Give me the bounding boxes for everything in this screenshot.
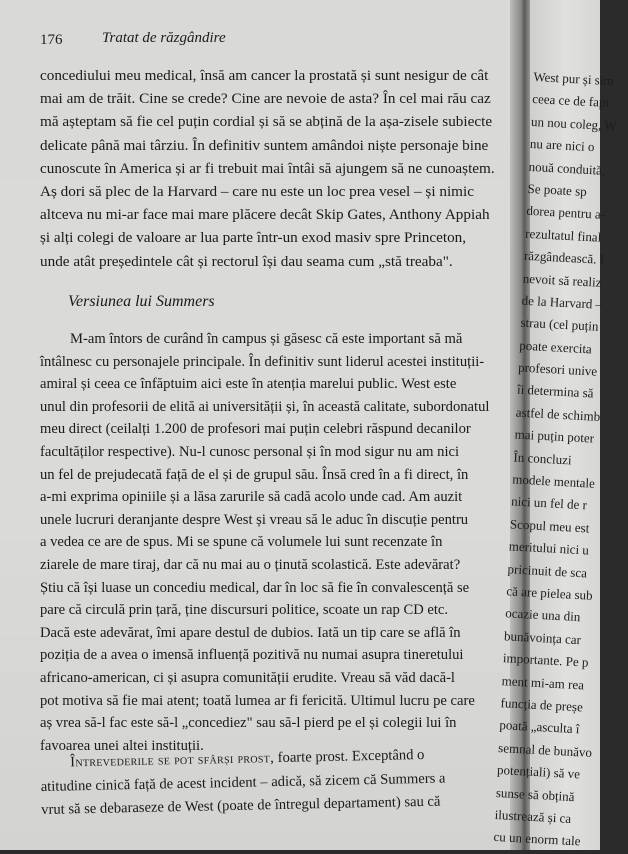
- text-line: a vedea ce are de spus. Mi se spune că volumele lui sunt recenzate în: [40, 534, 443, 551]
- text-line: delicate până mai târziu. În definitiv suntem amândoi niște personaje bine: [40, 136, 489, 154]
- text-line: Dacă este adevărat, îmi apare destul de dubios. Iată un tip care se află în: [40, 624, 461, 641]
- text-line: facultăților respective). Nu-l cunosc personal și în mod sigur nu am nici: [40, 443, 460, 460]
- text-line: vrut să se debaraseze de West (poate de întregul departament) sau că: [41, 793, 441, 818]
- text-line: unele lucruri deranjante despre West și vreau să le aduc în discuție pentru: [40, 511, 469, 528]
- right-page-line: dorea pentru a-: [526, 203, 606, 223]
- right-page-line: potențiali) să ve: [496, 762, 581, 782]
- page-number: 176: [40, 32, 63, 48]
- right-page-line: poate exercita: [518, 337, 593, 357]
- text-line: un fel de prejudecată față de el și de grupul său. Însă cred în a fi direct, în: [40, 466, 469, 483]
- right-page-line: de la Harvard –: [521, 292, 603, 312]
- right-page-line: bunăvoința car: [503, 627, 582, 647]
- right-page-line: mai puțin poter: [514, 426, 595, 446]
- right-page-line: îi determina să: [516, 382, 594, 402]
- text-line: atitudine cinică față de acest incident – adică, să zicem că Summers a: [40, 770, 446, 795]
- text-line: a-mi exprima opiniile și a lăsa zarurile să cadă acolo unde cad. Am auzit: [40, 489, 463, 506]
- right-page-line: un nou coleg, W: [530, 113, 618, 134]
- text-line: meu direct (ceilalți 1.200 de profesori mai puțin celebri răspund decanilor: [40, 421, 471, 438]
- right-page-line: pricinuit de sca: [507, 560, 588, 581]
- text-line: concediului meu medical, însă am cancer la prostată și sunt nesigur de cât: [40, 67, 489, 84]
- text-line: cunoscute în America și ar fi trebuit mai întâi să ajungem să ne cunoaștem.: [40, 159, 495, 177]
- right-page-line: Se poate sp: [527, 180, 588, 199]
- text-line: altceva nu mi-ar face mai mare plăcere decât Skip Gates, Anthony Appiah: [40, 206, 490, 224]
- right-page-line: nici un fel de r: [510, 493, 588, 513]
- right-page-line: meritului nici u: [508, 538, 590, 558]
- text-line: M-am întors de curând în campus și găsesc că este important să mă: [70, 331, 463, 347]
- right-page-line: semnal de bunăvo: [497, 739, 593, 760]
- text-line: Aș dori să plec de la Harvard – care nu este un loc prea vesel – și nimic: [40, 182, 474, 200]
- text-line: mai am de trăit. Cine se crede? Cine are nevoie de asta? În cel mai rău caz: [40, 90, 491, 108]
- page-header: [40, 30, 500, 54]
- right-page-line: ceea ce de fapt: [531, 91, 610, 111]
- text-line: pare că circulă prin țară, ține discursuri politice, scoate un rap CD etc.: [40, 602, 449, 619]
- right-page-line: ilustrează și ca: [494, 806, 572, 826]
- right-page-line: nouă conduită,: [528, 158, 606, 178]
- running-title: Tratat de răzgândire: [102, 30, 226, 46]
- text-line: aș vrea să-l fac este să-l „concediez" sau să-l pierd pe el și colegii lui în: [40, 715, 457, 732]
- right-page-line: ment mi-am rea: [501, 672, 585, 693]
- right-page-line: nevoit să realiz: [522, 270, 602, 290]
- right-page-line: că are pielea sub: [506, 583, 594, 603]
- right-page-line: poată „asculta î: [499, 717, 580, 737]
- right-page-line: strau (cel puțin: [520, 314, 599, 335]
- section-heading: Versiunea lui Summers: [68, 293, 215, 310]
- right-page-line: răzgândească. I: [523, 247, 605, 268]
- text-line: favoarea unei altei instituții.: [40, 737, 204, 754]
- right-page-line: cu un enorm tale: [493, 829, 581, 849]
- paragraph-1: [40, 64, 508, 273]
- right-page-line: sunse să obțină: [495, 784, 575, 804]
- text-line: întâlnesc cu personajele principale. În definitiv sunt liderul acestei instituții-: [40, 353, 485, 370]
- paragraph-2: [40, 328, 508, 757]
- text-line: amiral și ceea ce înfăptuim aici este în atenția marelui public. West este: [40, 376, 457, 393]
- text-line: mă așteptam să fie cel puțin cordial și să se abțină de la așa-zisele subiecte: [40, 113, 493, 131]
- right-page-line: profesori unive: [517, 359, 598, 379]
- right-page-line: nu are nici o: [529, 136, 595, 155]
- text-line: unde atât președintele cât și rectorul își dau seama cum „stă treaba".: [40, 252, 453, 270]
- right-page-line: În concluzi: [513, 449, 572, 468]
- right-page-line: funcția de preșe: [500, 695, 584, 715]
- right-page-line: West pur și sim: [533, 68, 614, 89]
- right-page-line: rezultatul final: [524, 225, 602, 245]
- lead-in: Întrevederile se pot sfârși prost,: [70, 750, 275, 771]
- text-line: africano-american, ci și asupra comunității erudite. Vreau să văd dacă-l: [40, 669, 455, 686]
- text-line: Știu că își luase un concediu medical, dar în loc să fie în convalescență se: [40, 579, 470, 596]
- text-line: pot motiva să fie mai atent; toată lumea ar fi fericită. Ultimul lucru pe care: [40, 692, 475, 709]
- text-fragment: foarte prost. Exceptând o: [273, 746, 425, 767]
- text-line: ziarele de mare tiraj, dar că nu mai au o ținută scolastică. Este adevărat?: [40, 556, 461, 573]
- paragraph-3: [40, 742, 509, 822]
- right-page-line: importante. Pe p: [502, 650, 589, 670]
- text-line: unul din profesorii de elită ai universității și, în această calitate, subordonatul: [40, 398, 490, 415]
- text-line: poziția de a avea o imensă influență pozitivă nu numai asupra tineretului: [40, 647, 464, 664]
- right-page-line: Scopul meu est: [509, 516, 590, 536]
- text-line: și alți colegi de valoare ar lua parte într-un exod masiv spre Princeton,: [40, 229, 467, 247]
- right-page-line: modele mentale: [511, 471, 596, 491]
- right-page-line: ocazie una din: [504, 605, 581, 625]
- right-page-line: astfel de schimb: [515, 404, 601, 424]
